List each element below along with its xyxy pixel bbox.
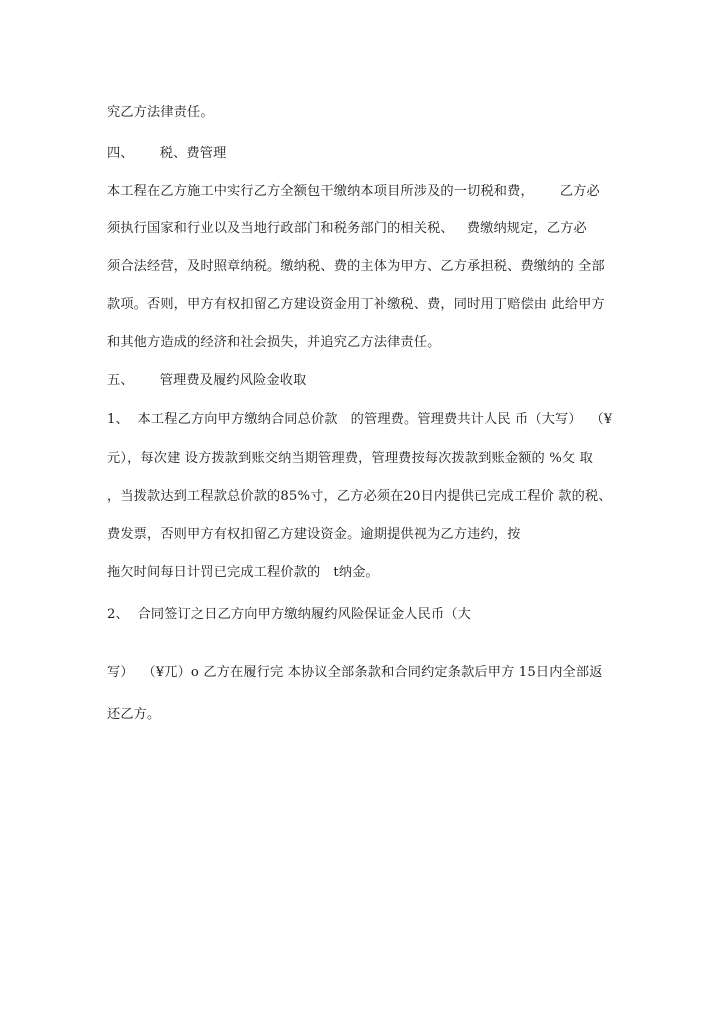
clause-2-line-1: 2、 合同签订之日乙方向甲方缴纳履约风险保证金人民币（大 [107, 607, 471, 622]
clause-1-line-2: 元），每次建 设方拨款到账交纳当期管理费，管理费按每次拨款到账金额的 %攵 取 [107, 451, 593, 466]
clause-1-line-3: ，当拨款达到工程款总价款的85%寸，乙方必须在20日内提供已完成工程价 款的税、 [107, 489, 612, 504]
text-line-6: 款项。否则，甲方有权扣留乙方建设资金用丁补缴税、费，同时用丁赔偿由 此给甲方 [107, 297, 605, 312]
section-heading-4: 四、 税、费管理 [107, 146, 227, 161]
text-line-3: 本工程在乙方施工中实行乙方全额包干缴纳本项目所涉及的一切税和费， 乙方必 [107, 184, 600, 199]
clause-2-line-2: 写） （¥兀）o 乙方在履行完 本协议全部条款和合同约定条款后甲方 15日内全部返 [107, 665, 603, 680]
text-line-4: 须执行国家和行业以及当地行政部门和税务部门的相关税、 费缴纳规定，乙方必 [107, 221, 587, 236]
clause-1-line-4: 费发票，否则甲方有权扣留乙方建设资金。逾期提供视为乙方违约，按 [107, 527, 521, 542]
clause-1-line-5: 拖欠时间每日计罚已完成工程价款的 t纳金。 [107, 565, 379, 580]
clause-2-line-3: 还乙方。 [107, 707, 161, 722]
text-line-5: 须合法经营，及时照章纳税。缴纳税、费的主体为甲方、乙方承担税、费缴纳的 全部 [107, 259, 605, 274]
clause-1-line-1: 1、 本工程乙方向甲方缴纳合同总价款 的管理费。管理费共计人民 币（大写） （¥ [107, 412, 613, 427]
text-line-7: 和其他方造成的经济和社会损失，并追究乙方法律责任。 [107, 335, 441, 350]
section-heading-5: 五、 管理费及履约风险金收取 [107, 373, 307, 388]
text-line-1: 究乙方法律责任。 [107, 105, 214, 120]
